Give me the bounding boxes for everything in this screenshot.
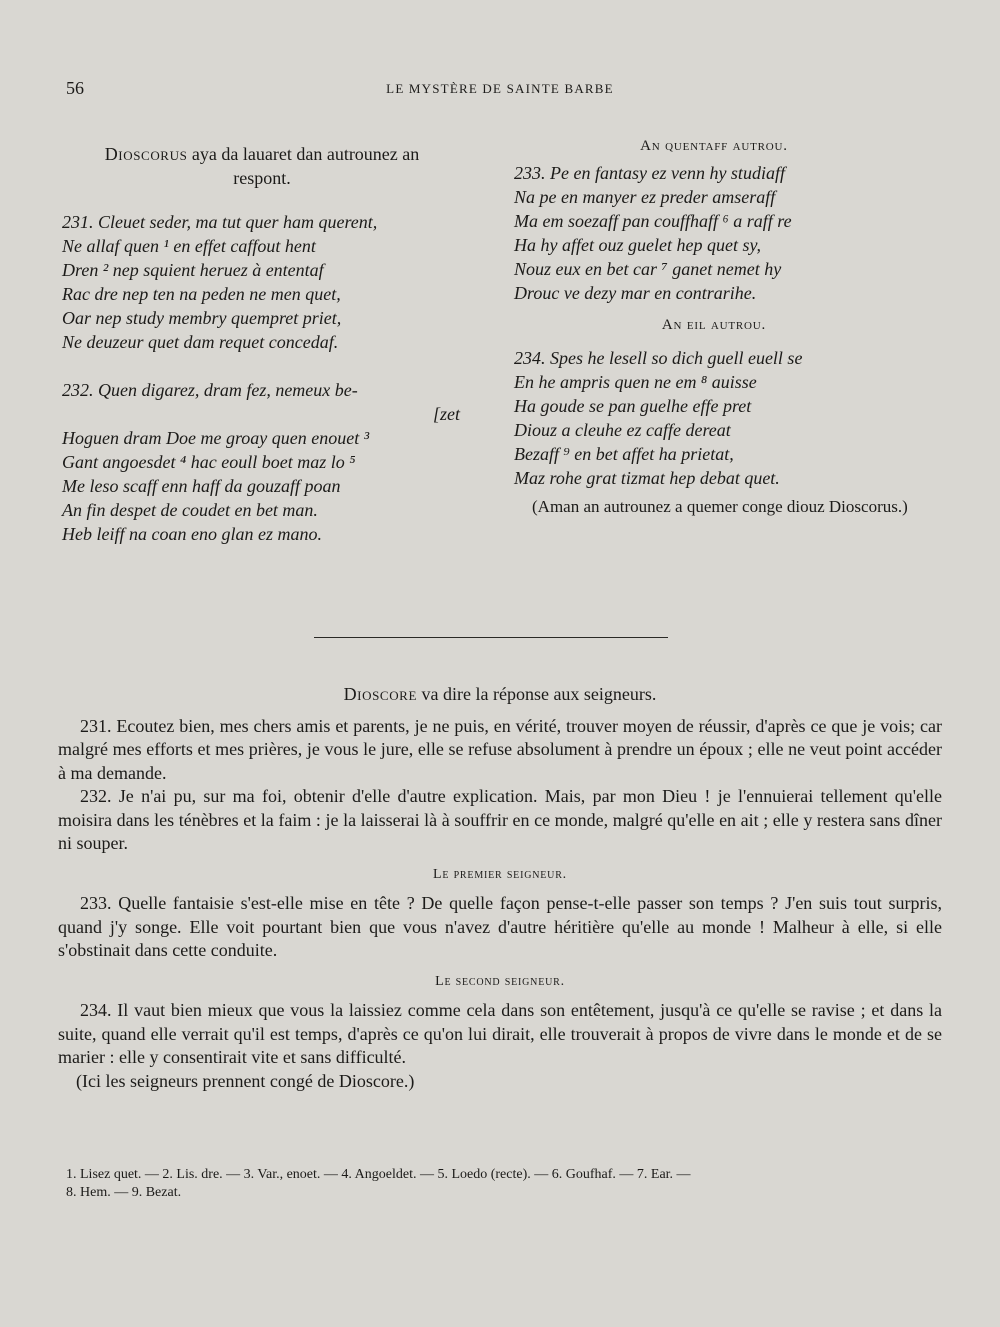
stage-direction: (Aman an autrounez a quemer conge diouz Dioscorus.) [532, 497, 908, 516]
running-title: LE MYSTÈRE DE SAINTE BARBE [386, 81, 614, 96]
verse-line: Me leso scaff enn haff da gouzaff poan [62, 476, 341, 496]
verse-line: Ha goude se pan guelhe effe pret [514, 396, 752, 416]
verse-line: Gant angoesdet ⁴ hac eoull boet maz lo ⁵ [62, 452, 356, 472]
paragraph-234: 234. Il vaut bien mieux que vous la laissiez comme cela dans son entêtement, jusqu'à ce qu'elle se ravise ; et dans la suite, quand elle verrait qu'il est temps, d'après ce qu'on lui dirait, elle trouverait à propos de vivre dans le monde et de se marier : elle y consentirait vite et sans difficulté. [58, 1000, 942, 1067]
verse-line: Dren ² nep squient heruez à ententaf [62, 260, 324, 280]
verse-line: 233. Pe en fantasy ez venn hy studiaff [514, 163, 785, 183]
footnotes [66, 1166, 946, 1202]
paragraph-233: 233. Quelle fantaisie s'est-elle mise en tête ? De quelle façon pense-t-elle passer son temps ? J'en suis tout surpris, quand j'y songe. Elle voit pourtant bien que vous n'avez d'autre héritière qu'elle au monde ! Malheur à elle, si elle s'obstinait dans cette conduite. [58, 893, 942, 960]
verse-line: Hoguen dram Doe me groay quen enouet ³ [62, 428, 370, 448]
scene-intro-line2: respont. [233, 168, 291, 188]
stanza-232 [62, 378, 462, 546]
verse-line: Nouz eux en bet car ⁷ ganet nemet hy [514, 259, 782, 279]
verse-line: Drouc ve dezy mar en contrarihe. [514, 283, 757, 303]
footnote-line: 8. Hem. — 9. Bezat. [66, 1185, 182, 1200]
right-verse-column [514, 138, 914, 518]
section-divider [314, 637, 668, 638]
verse-line: Na pe en manyer ez preder amseraff [514, 187, 776, 207]
stanza-233 [514, 161, 914, 305]
verse-line: Heb leiff na coan eno glan ez mano. [62, 524, 322, 544]
speaker-heading: An quentaff autrou. [640, 138, 788, 154]
verse-line: Ne deuzeur quet dam requet concedaf. [62, 332, 339, 352]
verse-line: 234. Spes he lesell so dich guell euell se [514, 348, 803, 368]
paragraph-232: 232. Je n'ai pu, sur ma foi, obtenir d'elle d'autre explication. Mais, par mon Dieu ! je l'ennuierai tellement qu'elle moisira dans les ténèbres et la faim : je la laisserai là à souffrir en ce monde, malgré qu'elle en ait ; elle y restera sans dîner ni souper. [58, 786, 942, 853]
scene-intro [62, 142, 462, 190]
verse-line: En he ampris quen ne em ⁸ auisse [514, 372, 757, 392]
verse-line: Ma em soezaff pan couffhaff ⁶ a raff re [514, 211, 792, 231]
verse-line: Oar nep study membry quempret priet, [62, 308, 342, 328]
left-verse-column [62, 142, 462, 546]
verse-line: Diouz a cleuhe ez caffe dereat [514, 420, 731, 440]
translation-section [58, 683, 942, 1093]
verse-line: Rac dre nep ten na peden ne men quet, [62, 284, 341, 304]
verse-line: Bezaff ⁹ en bet affet ha prietat, [514, 444, 734, 464]
speaker-heading: Le second seigneur. [435, 973, 565, 989]
speaker-heading: An eil autrou. [661, 317, 767, 333]
scene-intro-text: aya da lauaret dan autrounez an [187, 144, 420, 164]
verse-line: Ha hy affet ouz guelet hep quet sy, [514, 235, 761, 255]
footnote-line: 1. Lisez quet. — 2. Lis. dre. — 3. Var., enoet. — 4. Angoeldet. — 5. Loedo (recte). — 6. Goufhaf. — 7. Ear. — [66, 1167, 691, 1182]
scene-title-text: va dire la réponse aux seigneurs. [417, 684, 657, 704]
stage-direction: (Ici les seigneurs prennent congé de Dioscore.) [76, 1070, 415, 1091]
verse-line: Ne allaf quen ¹ en effet caffout hent [62, 236, 316, 256]
scene-title-name: Dioscore [343, 684, 417, 704]
stanza-231 [62, 210, 462, 354]
verse-line: 231. Cleuet seder, ma tut quer ham querent, [62, 212, 378, 232]
verse-line: An fin despet de coudet en bet man. [62, 500, 318, 520]
speaker-heading: Le premier seigneur. [433, 866, 567, 882]
verse-line: 232. Quen digarez, dram fez, nemeux be- [62, 380, 358, 400]
scene-intro-name: Dioscorus [104, 144, 188, 164]
verse-line: Maz rohe grat tizmat hep debat quet. [514, 468, 780, 488]
scene-title [58, 683, 942, 707]
page-number: 56 [66, 78, 84, 98]
verse-continuation: [zet [433, 404, 460, 424]
stanza-234 [514, 346, 914, 490]
paragraph-231: 231. Ecoutez bien, mes chers amis et parents, je ne puis, en vérité, trouver moyen de réussir, d'après ce que je vois; car malgré mes efforts et mes prières, je vous le jure, elle se refuse absolument à prendre un époux ; elle ne veut point accéder à ma demande. [58, 715, 942, 783]
